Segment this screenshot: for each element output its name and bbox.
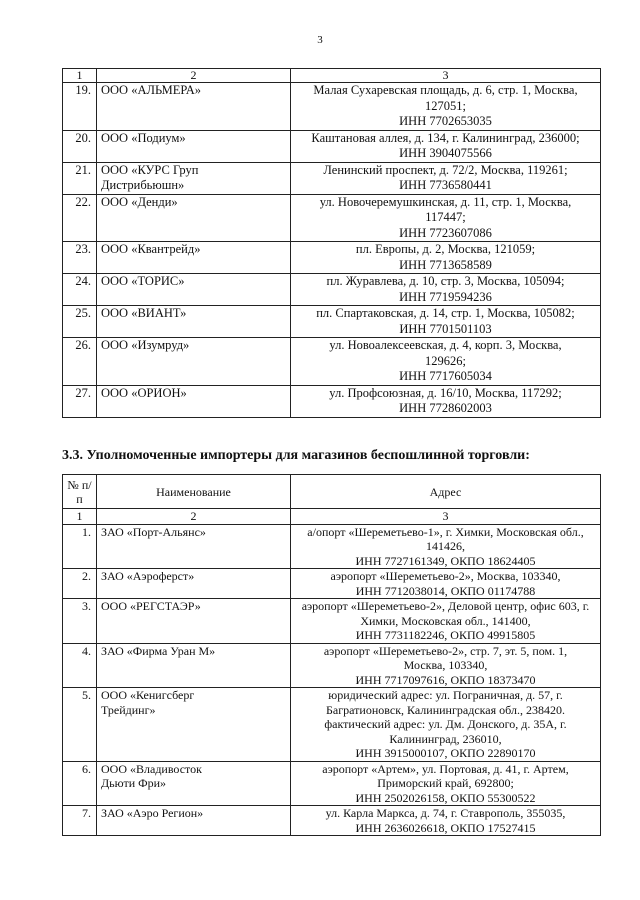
address-line: Химки, Московская обл., 141400, xyxy=(360,613,531,628)
company-name-line: Дьюти Фри» xyxy=(101,776,167,790)
company-address xyxy=(291,130,601,162)
address-line: ИНН 2636026618, ОКПО 17527415 xyxy=(355,820,536,835)
address-line: ул. Карла Маркса, д. 74, г. Ставрополь, 355035, xyxy=(325,806,566,820)
address-line: ИНН 7717097616, ОКПО 18373470 xyxy=(355,672,536,687)
company-name xyxy=(97,194,291,242)
company-name-line: ООО «КУРС Груп xyxy=(101,162,199,177)
company-name xyxy=(97,761,291,806)
address-line: Каштановая аллея, д. 134, г. Калининград, 236000; xyxy=(311,130,580,145)
company-address xyxy=(291,599,601,644)
section-title: 3.3. Уполномоченные импортеры для магазинов беспошлинной торговли: xyxy=(62,448,530,463)
duty-free-importers-table xyxy=(62,474,601,836)
address-line: Москва, 103340, xyxy=(403,658,488,672)
address-line: Малая Сухаревская площадь, д. 6, стр. 1, Москва, xyxy=(313,83,578,97)
address-line: ул. Профсоюзная, д. 16/10, Москва, 117292; xyxy=(329,385,562,400)
address-line: аэропорт «Шереметьево-2», стр. 7, эт. 5, пом. 1, xyxy=(323,643,568,658)
address-line: ИНН 7713658589 xyxy=(399,257,492,272)
row-number: 5. xyxy=(63,688,97,762)
address-line: пл. Спартаковская, д. 14, стр. 1, Москва, 105082; xyxy=(316,306,575,320)
column-index: 3 xyxy=(291,69,601,83)
company-name xyxy=(97,599,291,644)
company-name-line: ЗАО «Аэро Регион» xyxy=(101,806,204,820)
company-name-line: ООО «ТОРИС» xyxy=(101,274,185,288)
page-number: 3 xyxy=(317,34,323,46)
column-index: 1 xyxy=(63,69,97,83)
company-address xyxy=(291,306,601,338)
company-name-line: ООО «ВИАНТ» xyxy=(101,306,187,320)
table-row xyxy=(63,524,601,569)
table-row xyxy=(63,338,601,386)
row-number: 21. xyxy=(63,162,97,194)
company-name xyxy=(97,688,291,762)
table-row xyxy=(63,761,601,806)
company-address xyxy=(291,569,601,599)
company-address xyxy=(291,524,601,569)
column-index: 2 xyxy=(97,69,291,83)
address-line: ИНН 7701501103 xyxy=(399,321,492,336)
company-name xyxy=(97,242,291,274)
address-line: 129626; xyxy=(425,353,466,368)
company-name xyxy=(97,306,291,338)
company-name xyxy=(97,806,291,836)
address-line: Ленинский проспект, д. 72/2, Москва, 119261; xyxy=(323,162,568,177)
row-number: 2. xyxy=(63,569,97,599)
company-name-line: ЗАО «Аэроферст» xyxy=(101,569,195,583)
row-number: 25. xyxy=(63,306,97,338)
address-line: ул. Новочеремушкинская, д. 11, стр. 1, Москва, xyxy=(319,194,572,209)
company-name xyxy=(97,162,291,194)
address-line: ИНН 2502026158, ОКПО 55300522 xyxy=(355,790,536,805)
address-line: 117447; xyxy=(425,210,466,224)
address-line: ИНН 3915000107, ОКПО 22890170 xyxy=(355,746,536,760)
address-line: ИНН 7736580441 xyxy=(399,178,492,192)
company-address xyxy=(291,83,601,131)
address-line: ул. Новоалексеевская, д. 4, корп. 3, Москва, xyxy=(329,338,562,352)
company-address xyxy=(291,385,601,417)
company-name-line: ООО «Изумруд» xyxy=(101,338,190,352)
company-name xyxy=(97,524,291,569)
table-row xyxy=(63,688,601,762)
address-line: ИНН 7717605034 xyxy=(399,369,492,383)
company-name-line: ЗАО «Порт-Альянс» xyxy=(101,524,206,539)
column-index-row xyxy=(63,509,601,525)
table-row xyxy=(63,569,601,599)
address-line: ИНН 7731182246, ОКПО 49915805 xyxy=(355,628,536,642)
header-address: Адрес xyxy=(291,475,601,509)
table-row xyxy=(63,806,601,836)
company-name-line: Трейдинг» xyxy=(101,702,156,717)
address-line: пл. Журавлева, д. 10, стр. 3, Москва, 105094; xyxy=(326,274,565,288)
column-index-row xyxy=(63,69,601,83)
row-number: 7. xyxy=(63,806,97,836)
column-index: 3 xyxy=(291,509,601,525)
company-name-line: ООО «Кенигсберг xyxy=(101,688,195,702)
row-number: 19. xyxy=(63,83,97,131)
company-address xyxy=(291,274,601,306)
table-row xyxy=(63,274,601,306)
address-line: Багратионовск, Калининградская обл., 238420. xyxy=(326,702,565,717)
address-line: 141426, xyxy=(426,539,465,553)
address-line: аэропорт «Артем», ул. Портовая, д. 41, г. Артем, xyxy=(322,761,569,776)
table-header-row xyxy=(63,475,601,509)
row-number: 22. xyxy=(63,194,97,242)
address-line: аэропорт «Шереметьево-2», Москва, 103340, xyxy=(330,569,561,583)
address-line: ИНН 7723607086 xyxy=(399,225,492,240)
company-name xyxy=(97,569,291,599)
table-row xyxy=(63,130,601,162)
address-line: ИНН 3904075566 xyxy=(399,146,492,160)
row-number: 4. xyxy=(63,643,97,688)
company-address xyxy=(291,806,601,836)
company-address xyxy=(291,242,601,274)
row-number: 20. xyxy=(63,130,97,162)
company-name xyxy=(97,274,291,306)
table-row xyxy=(63,599,601,644)
company-address xyxy=(291,761,601,806)
address-line: 127051; xyxy=(425,98,466,113)
company-name xyxy=(97,385,291,417)
column-index: 1 xyxy=(63,509,97,525)
company-name xyxy=(97,83,291,131)
table-row xyxy=(63,194,601,242)
header-number: № п/п xyxy=(63,475,97,509)
company-name xyxy=(97,643,291,688)
address-line: аэропорт «Шереметьево-2», Деловой центр, офис 603, г. xyxy=(301,599,590,613)
company-address xyxy=(291,162,601,194)
address-line: ИНН 7728602003 xyxy=(399,401,492,415)
table-row xyxy=(63,306,601,338)
address-line: пл. Европы, д. 2, Москва, 121059; xyxy=(355,242,536,256)
company-name xyxy=(97,338,291,386)
row-number: 24. xyxy=(63,274,97,306)
company-address xyxy=(291,194,601,242)
companies-table xyxy=(62,68,601,418)
row-number: 1. xyxy=(63,524,97,569)
company-name-line: ООО «Квантрейд» xyxy=(101,242,201,256)
address-line: Калининград, 236010, xyxy=(389,731,502,746)
table-row xyxy=(63,242,601,274)
company-address xyxy=(291,338,601,386)
company-name-line: ООО «РЕГСТАЭР» xyxy=(101,599,201,613)
row-number: 27. xyxy=(63,385,97,417)
company-name-line: ООО «Денди» xyxy=(101,194,178,209)
address-line: ИНН 7712038014, ОКПО 01174788 xyxy=(355,583,536,598)
address-line: ИНН 7719594236 xyxy=(399,289,492,304)
company-address xyxy=(291,688,601,762)
row-number: 26. xyxy=(63,338,97,386)
address-line: фактический адрес: ул. Дм. Донского, д. 35А, г. xyxy=(324,717,567,731)
company-name-line: ООО «Подиум» xyxy=(101,130,186,145)
company-name-line: ООО «ОРИОН» xyxy=(101,385,187,400)
address-line: а/опорт «Шереметьево-1», г. Химки, Московская обл., xyxy=(307,524,584,539)
address-line: ИНН 7727161349, ОКПО 18624405 xyxy=(355,553,536,568)
column-index: 2 xyxy=(97,509,291,525)
row-number: 3. xyxy=(63,599,97,644)
company-name-line: ООО «АЛЬМЕРА» xyxy=(101,83,202,97)
table-row xyxy=(63,385,601,417)
address-line: Приморский край, 692800; xyxy=(377,776,514,790)
table-row xyxy=(63,83,601,131)
row-number: 23. xyxy=(63,242,97,274)
table-row xyxy=(63,162,601,194)
table-row xyxy=(63,643,601,688)
address-line: юридический адрес: ул. Пограничная, д. 57, г. xyxy=(328,688,563,702)
company-name-line: Дистрибьюшн» xyxy=(101,178,185,192)
header-name: Наименование xyxy=(97,475,291,509)
company-name xyxy=(97,130,291,162)
company-address xyxy=(291,643,601,688)
company-name-line: ООО «Владивосток xyxy=(101,761,202,776)
address-line: ИНН 7702653035 xyxy=(399,114,492,128)
row-number: 6. xyxy=(63,761,97,806)
company-name-line: ЗАО «Фирма Уран М» xyxy=(101,643,216,658)
